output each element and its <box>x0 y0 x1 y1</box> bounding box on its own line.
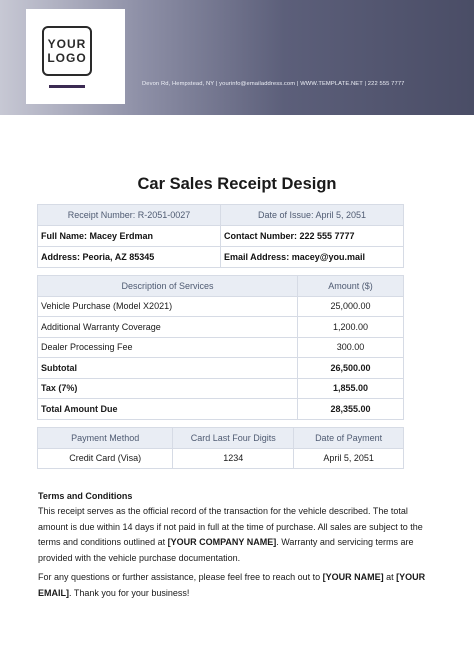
service-description: Additional Warranty Coverage <box>38 317 298 338</box>
tax-value: 1,855.00 <box>298 378 404 399</box>
contact-line: Devon Rd, Hempstead, NY | yourinfo@emailaddress.com | WWW.TEMPLATE.NET | 222 555 7777 <box>142 81 405 87</box>
table-row <box>38 317 404 338</box>
terms-paragraph <box>38 504 438 566</box>
col-card-digits: Card Last Four Digits <box>173 428 294 449</box>
receipt-number: Receipt Number: R-2051-0027 <box>38 205 221 226</box>
table-row <box>38 296 404 317</box>
payment-method: Credit Card (Visa) <box>38 448 173 469</box>
logo-text-line2: LOGO <box>47 51 87 65</box>
email-address: Email Address: macey@you.mail <box>221 247 404 268</box>
total-value: 28,355.00 <box>298 399 404 420</box>
subtotal-label: Subtotal <box>38 358 298 379</box>
contact-paragraph <box>38 570 438 601</box>
logo-box <box>26 9 125 104</box>
address: Address: Peoria, AZ 85345 <box>38 247 221 268</box>
company-placeholder: [YOUR COMPANY NAME] <box>167 537 277 547</box>
contact-text: at <box>383 572 397 582</box>
email-placeholder: [YOUR EMAIL] <box>38 572 426 598</box>
total-label: Total Amount Due <box>38 399 298 420</box>
service-description: Dealer Processing Fee <box>38 337 298 358</box>
contact-text: For any questions or further assistance, please feel free to reach out to <box>38 572 323 582</box>
tax-label: Tax (7%) <box>38 378 298 399</box>
services-table <box>37 275 404 420</box>
contact-number: Contact Number: 222 555 7777 <box>221 226 404 247</box>
subtotal-value: 26,500.00 <box>298 358 404 379</box>
col-description: Description of Services <box>38 276 298 297</box>
terms-heading: Terms and Conditions <box>38 491 133 501</box>
page-title: Car Sales Receipt Design <box>137 175 337 193</box>
card-digits: 1234 <box>173 448 294 469</box>
customer-info-table <box>37 204 404 268</box>
payment-date: April 5, 2051 <box>294 448 404 469</box>
header-banner <box>0 0 474 115</box>
full-name: Full Name: Macey Erdman <box>38 226 221 247</box>
service-description: Vehicle Purchase (Model X2021) <box>38 296 298 317</box>
service-amount: 1,200.00 <box>298 317 404 338</box>
col-payment-method: Payment Method <box>38 428 173 449</box>
payment-table <box>37 427 404 469</box>
logo-text-line1: YOUR <box>47 37 87 51</box>
col-payment-date: Date of Payment <box>294 428 404 449</box>
table-row <box>38 337 404 358</box>
terms-text: . Warranty and servicing terms are provided with the vehicle purchase documentation. <box>38 537 414 563</box>
service-amount: 300.00 <box>298 337 404 358</box>
table-row <box>38 448 404 469</box>
date-of-issue: Date of Issue: April 5, 2051 <box>221 205 404 226</box>
service-amount: 25,000.00 <box>298 296 404 317</box>
name-placeholder: [YOUR NAME] <box>322 572 384 582</box>
terms-text: This receipt serves as the official record of the transaction for the vehicle described. The total amount is due within 14 days if not paid in full at the time of purchase. All sales are subject to the terms and conditions outlined at <box>38 506 423 547</box>
logo-icon <box>42 26 92 76</box>
col-amount: Amount ($) <box>298 276 404 297</box>
contact-text: . Thank you for your business! <box>69 587 190 598</box>
logo-underline <box>49 85 85 88</box>
